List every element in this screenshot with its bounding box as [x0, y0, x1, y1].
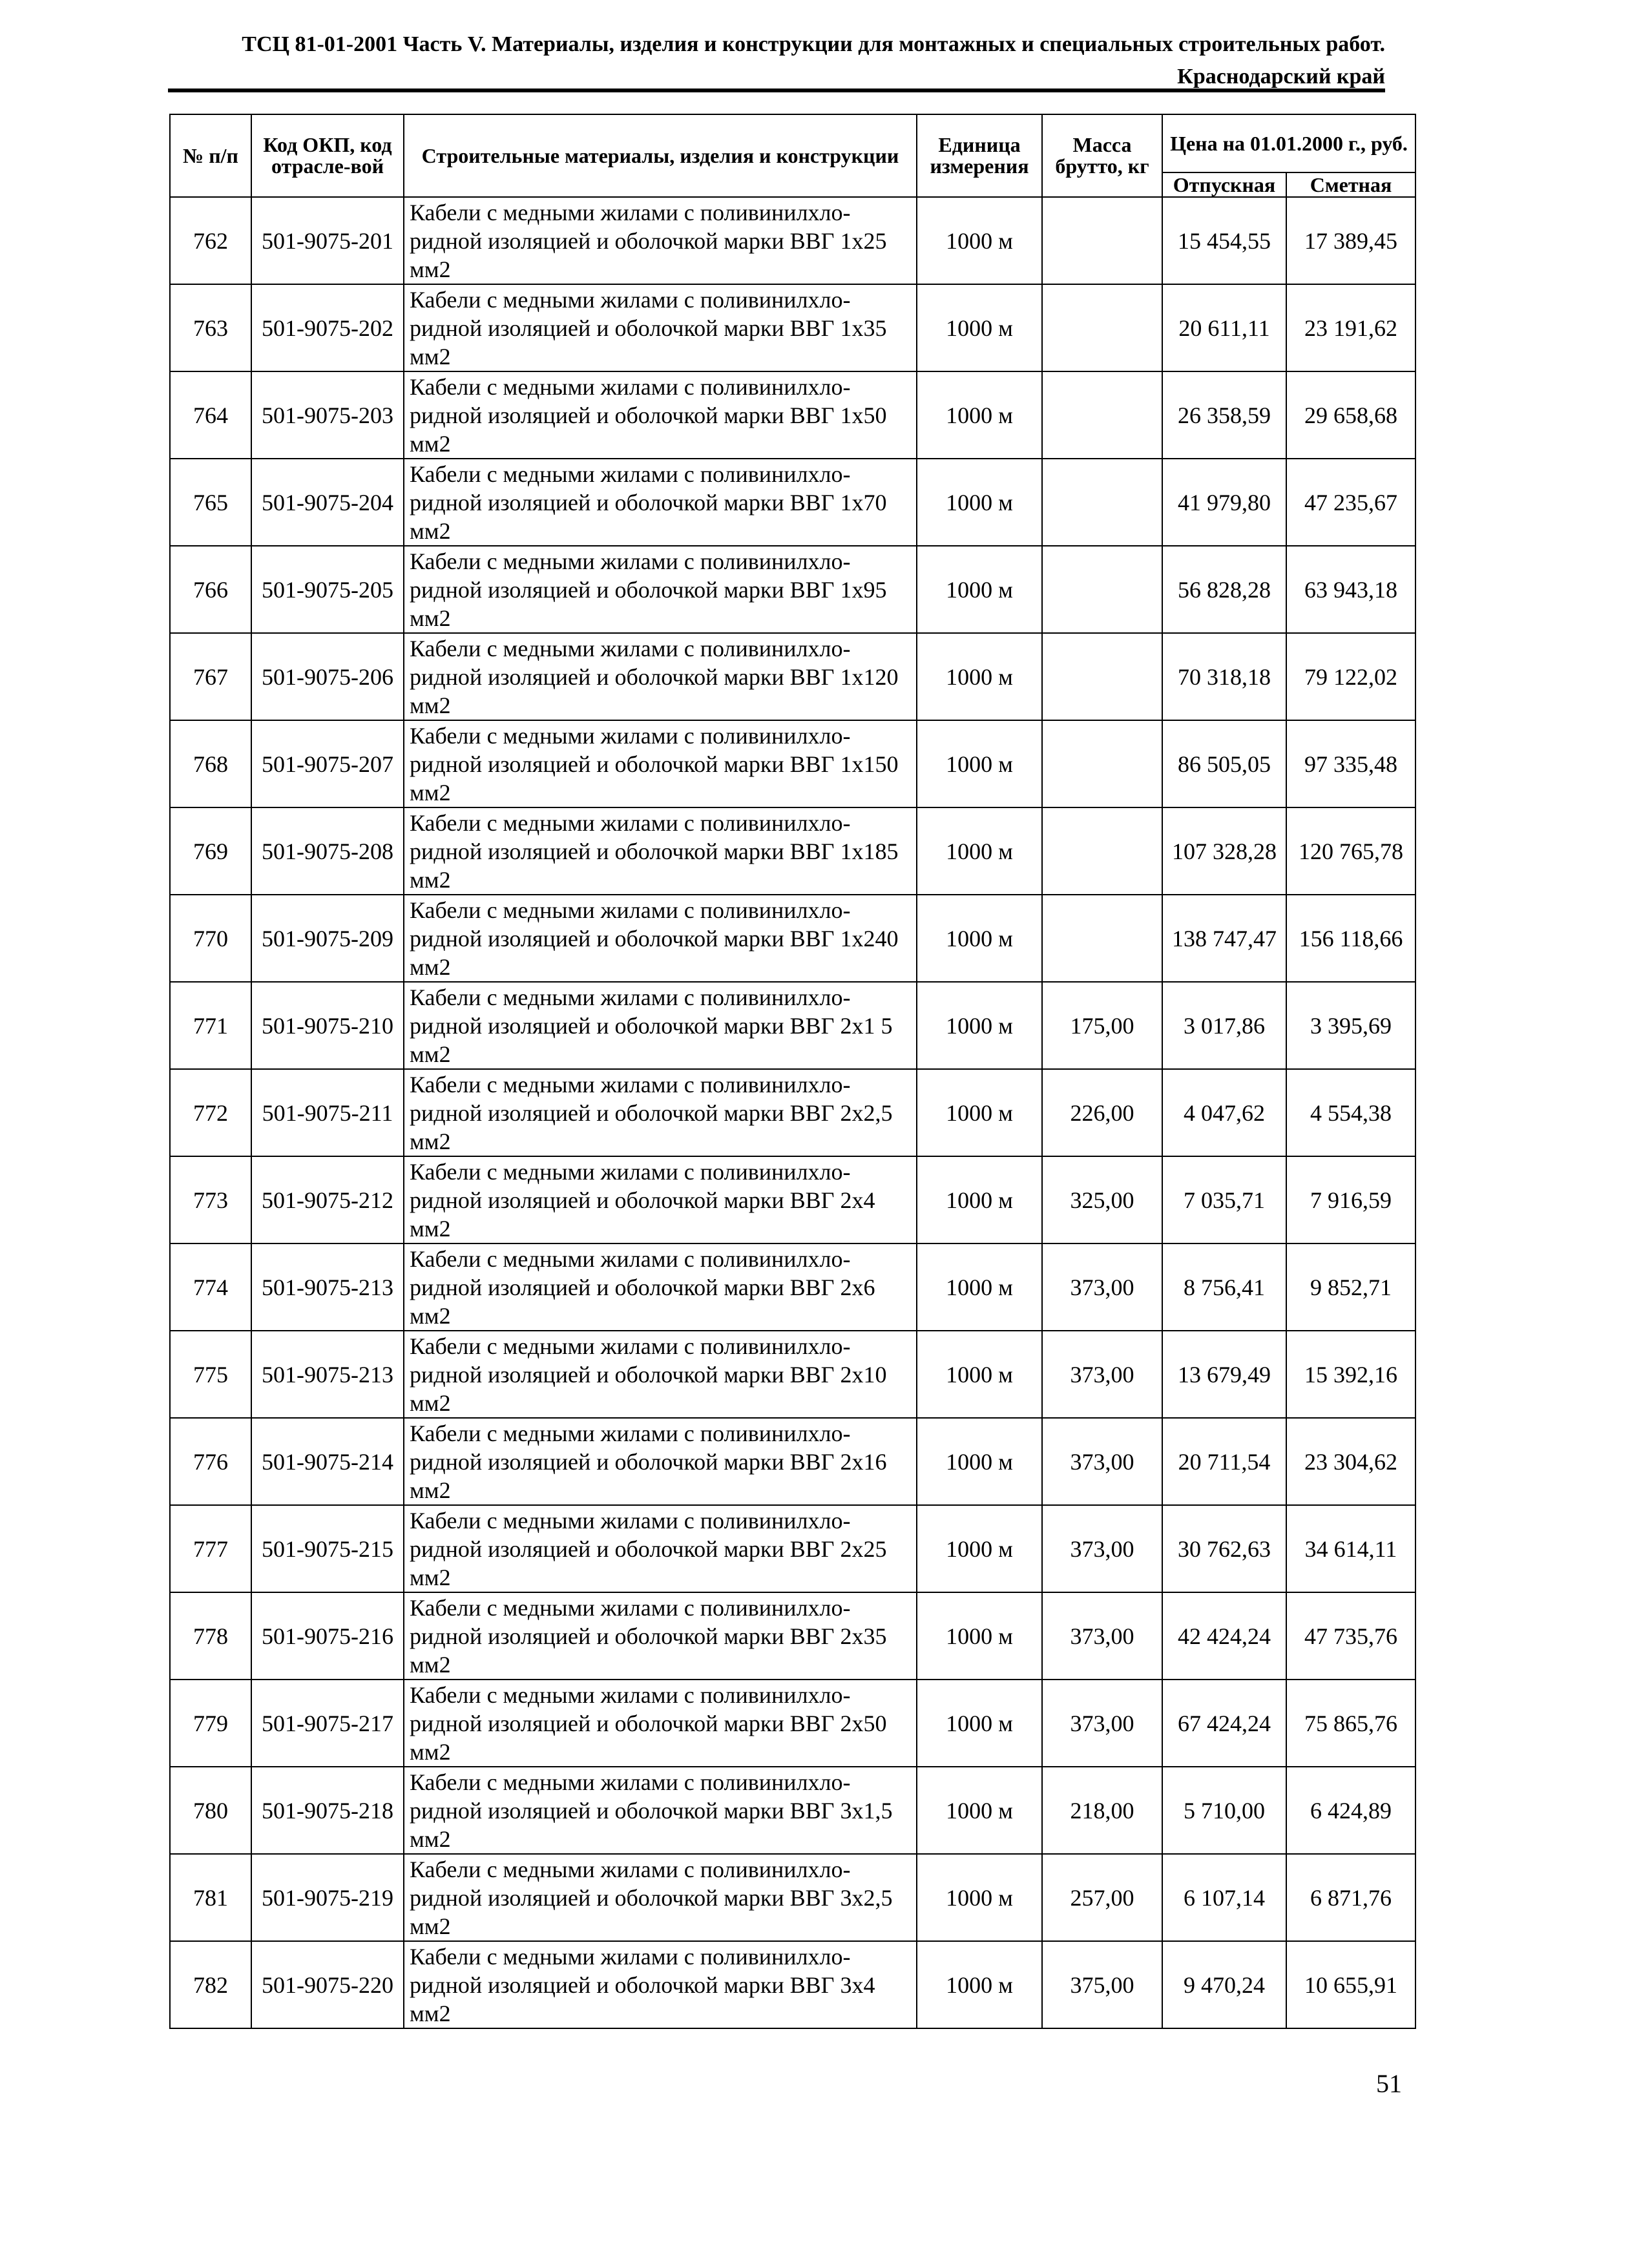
material-description-cell: Кабели с медными жилами с поливинилхло-ридной изоляцией и оболочкой марки ВВГ 2х6 мм2: [404, 1243, 917, 1331]
table-row: [170, 895, 1415, 982]
mass-cell: [1042, 459, 1162, 546]
row-number-cell: 770: [170, 895, 251, 982]
estimate-price-cell: 120 765,78: [1286, 807, 1415, 895]
okp-code-cell: 501-9075-213: [251, 1331, 404, 1418]
row-number-cell: 774: [170, 1243, 251, 1331]
estimate-price-cell: 97 335,48: [1286, 720, 1415, 807]
mass-cell: [1042, 807, 1162, 895]
unit-cell: 1000 м: [917, 1941, 1042, 2028]
table-row: [170, 982, 1415, 1069]
table-row: [170, 1505, 1415, 1592]
row-number-cell: 771: [170, 982, 251, 1069]
release-price-cell: 41 979,80: [1162, 459, 1286, 546]
mass-cell: [1042, 284, 1162, 371]
table-row: [170, 720, 1415, 807]
row-number-cell: 778: [170, 1592, 251, 1680]
material-description-cell: Кабели с медными жилами с поливинилхло-ридной изоляцией и оболочкой марки ВВГ 1х35 мм2: [404, 284, 917, 371]
estimate-price-cell: 29 658,68: [1286, 371, 1415, 459]
unit-cell: 1000 м: [917, 1767, 1042, 1854]
material-description-cell: Кабели с медными жилами с поливинилхло-ридной изоляцией и оболочкой марки ВВГ 1х150 мм2: [404, 720, 917, 807]
okp-code-cell: 501-9075-211: [251, 1069, 404, 1156]
release-price-cell: 86 505,05: [1162, 720, 1286, 807]
mass-cell: 373,00: [1042, 1243, 1162, 1331]
okp-code-cell: 501-9075-210: [251, 982, 404, 1069]
okp-code-cell: 501-9075-216: [251, 1592, 404, 1680]
unit-cell: 1000 м: [917, 1331, 1042, 1418]
mass-cell: 257,00: [1042, 1854, 1162, 1941]
material-description-cell: Кабели с медными жилами с поливинилхло-ридной изоляцией и оболочкой марки ВВГ 3х2,5 мм2: [404, 1854, 917, 1941]
mass-cell: 325,00: [1042, 1156, 1162, 1243]
row-number-cell: 779: [170, 1680, 251, 1767]
material-description-cell: Кабели с медными жилами с поливинилхло-ридной изоляцией и оболочкой марки ВВГ 2х10 мм2: [404, 1331, 917, 1418]
table-row: [170, 459, 1415, 546]
unit-cell: 1000 м: [917, 197, 1042, 284]
estimate-price-cell: 15 392,16: [1286, 1331, 1415, 1418]
material-description-cell: Кабели с медными жилами с поливинилхло-ридной изоляцией и оболочкой марки ВВГ 1х70 мм2: [404, 459, 917, 546]
row-number-cell: 776: [170, 1418, 251, 1505]
okp-code-cell: 501-9075-218: [251, 1767, 404, 1854]
material-description-cell: Кабели с медными жилами с поливинилхло-ридной изоляцией и оболочкой марки ВВГ 1х95 мм2: [404, 546, 917, 633]
mass-cell: 373,00: [1042, 1505, 1162, 1592]
mass-cell: [1042, 633, 1162, 720]
table-row: [170, 633, 1415, 720]
estimate-price-cell: 47 235,67: [1286, 459, 1415, 546]
col-header-material: Строительные материалы, изделия и конструкции: [404, 114, 917, 197]
release-price-cell: 6 107,14: [1162, 1854, 1286, 1941]
mass-cell: 175,00: [1042, 982, 1162, 1069]
release-price-cell: 138 747,47: [1162, 895, 1286, 982]
release-price-cell: 4 047,62: [1162, 1069, 1286, 1156]
unit-cell: 1000 м: [917, 720, 1042, 807]
material-description-cell: Кабели с медными жилами с поливинилхло-ридной изоляцией и оболочкой марки ВВГ 2х16 мм2: [404, 1418, 917, 1505]
table-row: [170, 1331, 1415, 1418]
release-price-cell: 67 424,24: [1162, 1680, 1286, 1767]
row-number-cell: 768: [170, 720, 251, 807]
table-row: [170, 1592, 1415, 1680]
release-price-cell: 8 756,41: [1162, 1243, 1286, 1331]
release-price-cell: 107 328,28: [1162, 807, 1286, 895]
table-row: [170, 1069, 1415, 1156]
row-number-cell: 765: [170, 459, 251, 546]
unit-cell: 1000 м: [917, 284, 1042, 371]
okp-code-cell: 501-9075-209: [251, 895, 404, 982]
okp-code-cell: 501-9075-217: [251, 1680, 404, 1767]
release-price-cell: 20 611,11: [1162, 284, 1286, 371]
table-row: [170, 197, 1415, 284]
header-divider: [168, 88, 1385, 92]
row-number-cell: 782: [170, 1941, 251, 2028]
release-price-cell: 7 035,71: [1162, 1156, 1286, 1243]
material-description-cell: Кабели с медными жилами с поливинилхло-ридной изоляцией и оболочкой марки ВВГ 2х1 5 мм2: [404, 982, 917, 1069]
row-number-cell: 762: [170, 197, 251, 284]
okp-code-cell: 501-9075-206: [251, 633, 404, 720]
page-number: 51: [1376, 2069, 1402, 2098]
mass-cell: [1042, 371, 1162, 459]
row-number-cell: 773: [170, 1156, 251, 1243]
okp-code-cell: 501-9075-220: [251, 1941, 404, 2028]
okp-code-cell: 501-9075-219: [251, 1854, 404, 1941]
unit-cell: 1000 м: [917, 1680, 1042, 1767]
unit-cell: 1000 м: [917, 546, 1042, 633]
okp-code-cell: 501-9075-204: [251, 459, 404, 546]
release-price-cell: 5 710,00: [1162, 1767, 1286, 1854]
row-number-cell: 775: [170, 1331, 251, 1418]
row-number-cell: 769: [170, 807, 251, 895]
estimate-price-cell: 10 655,91: [1286, 1941, 1415, 2028]
col-header-estimate-price: Сметная: [1286, 172, 1415, 197]
mass-cell: [1042, 720, 1162, 807]
release-price-cell: 9 470,24: [1162, 1941, 1286, 2028]
col-header-num: № п/п: [170, 114, 251, 197]
unit-cell: 1000 м: [917, 1854, 1042, 1941]
estimate-price-cell: 6 424,89: [1286, 1767, 1415, 1854]
row-number-cell: 767: [170, 633, 251, 720]
okp-code-cell: 501-9075-213: [251, 1243, 404, 1331]
okp-code-cell: 501-9075-212: [251, 1156, 404, 1243]
material-description-cell: Кабели с медными жилами с поливинилхло-ридной изоляцией и оболочкой марки ВВГ 3х1,5 мм2: [404, 1767, 917, 1854]
col-header-price: Цена на 01.01.2000 г., руб.: [1162, 114, 1415, 172]
table-row: [170, 371, 1415, 459]
estimate-price-cell: 23 304,62: [1286, 1418, 1415, 1505]
estimate-price-cell: 7 916,59: [1286, 1156, 1415, 1243]
material-description-cell: Кабели с медными жилами с поливинилхло-ридной изоляцией и оболочкой марки ВВГ 2х35 мм2: [404, 1592, 917, 1680]
okp-code-cell: 501-9075-208: [251, 807, 404, 895]
okp-code-cell: 501-9075-202: [251, 284, 404, 371]
estimate-price-cell: 63 943,18: [1286, 546, 1415, 633]
release-price-cell: 56 828,28: [1162, 546, 1286, 633]
material-description-cell: Кабели с медными жилами с поливинилхло-ридной изоляцией и оболочкой марки ВВГ 1х185 мм2: [404, 807, 917, 895]
header-title: ТСЦ 81-01-2001 Часть V. Материалы, изделия и конструкции для монтажных и специальных строительных работ.: [242, 32, 1385, 56]
unit-cell: 1000 м: [917, 1418, 1042, 1505]
estimate-price-cell: 17 389,45: [1286, 197, 1415, 284]
material-description-cell: Кабели с медными жилами с поливинилхло-ридной изоляцией и оболочкой марки ВВГ 1х50 мм2: [404, 371, 917, 459]
release-price-cell: 42 424,24: [1162, 1592, 1286, 1680]
mass-cell: 226,00: [1042, 1069, 1162, 1156]
okp-code-cell: 501-9075-215: [251, 1505, 404, 1592]
release-price-cell: 26 358,59: [1162, 371, 1286, 459]
estimate-price-cell: 6 871,76: [1286, 1854, 1415, 1941]
unit-cell: 1000 м: [917, 1505, 1042, 1592]
table-row: [170, 1418, 1415, 1505]
table-body: [170, 197, 1415, 2028]
unit-cell: 1000 м: [917, 895, 1042, 982]
mass-cell: [1042, 546, 1162, 633]
material-description-cell: Кабели с медными жилами с поливинилхло-ридной изоляцией и оболочкой марки ВВГ 3х4 мм2: [404, 1941, 917, 2028]
table-row: [170, 1767, 1415, 1854]
mass-cell: [1042, 197, 1162, 284]
row-number-cell: 766: [170, 546, 251, 633]
table-row: [170, 1156, 1415, 1243]
material-description-cell: Кабели с медными жилами с поливинилхло-ридной изоляцией и оболочкой марки ВВГ 2х25 мм2: [404, 1505, 917, 1592]
okp-code-cell: 501-9075-205: [251, 546, 404, 633]
row-number-cell: 777: [170, 1505, 251, 1592]
estimate-price-cell: 4 554,38: [1286, 1069, 1415, 1156]
estimate-price-cell: 156 118,66: [1286, 895, 1415, 982]
estimate-price-cell: 47 735,76: [1286, 1592, 1415, 1680]
mass-cell: 218,00: [1042, 1767, 1162, 1854]
row-number-cell: 781: [170, 1854, 251, 1941]
estimate-price-cell: 9 852,71: [1286, 1243, 1415, 1331]
material-description-cell: Кабели с медными жилами с поливинилхло-ридной изоляцией и оболочкой марки ВВГ 2х4 мм2: [404, 1156, 917, 1243]
estimate-price-cell: 79 122,02: [1286, 633, 1415, 720]
mass-cell: 373,00: [1042, 1680, 1162, 1767]
release-price-cell: 15 454,55: [1162, 197, 1286, 284]
release-price-cell: 30 762,63: [1162, 1505, 1286, 1592]
estimate-price-cell: 23 191,62: [1286, 284, 1415, 371]
okp-code-cell: 501-9075-214: [251, 1418, 404, 1505]
unit-cell: 1000 м: [917, 1156, 1042, 1243]
unit-cell: 1000 м: [917, 982, 1042, 1069]
material-description-cell: Кабели с медными жилами с поливинилхло-ридной изоляцией и оболочкой марки ВВГ 1х120 мм2: [404, 633, 917, 720]
material-description-cell: Кабели с медными жилами с поливинилхло-ридной изоляцией и оболочкой марки ВВГ 1х240 мм2: [404, 895, 917, 982]
unit-cell: 1000 м: [917, 1069, 1042, 1156]
document-header: [168, 28, 1385, 93]
col-header-release-price: Отпускная: [1162, 172, 1286, 197]
unit-cell: 1000 м: [917, 633, 1042, 720]
mass-cell: 373,00: [1042, 1418, 1162, 1505]
mass-cell: 373,00: [1042, 1592, 1162, 1680]
material-description-cell: Кабели с медными жилами с поливинилхло-ридной изоляцией и оболочкой марки ВВГ 2х50 мм2: [404, 1680, 917, 1767]
unit-cell: 1000 м: [917, 1243, 1042, 1331]
table-row: [170, 1243, 1415, 1331]
mass-cell: 375,00: [1042, 1941, 1162, 2028]
material-description-cell: Кабели с медными жилами с поливинилхло-ридной изоляцией и оболочкой марки ВВГ 1х25 мм2: [404, 197, 917, 284]
col-header-unit: Единица измерения: [917, 114, 1042, 197]
unit-cell: 1000 м: [917, 371, 1042, 459]
unit-cell: 1000 м: [917, 1592, 1042, 1680]
row-number-cell: 772: [170, 1069, 251, 1156]
table-row: [170, 1941, 1415, 2028]
col-header-code: Код ОКП, код отрасле-вой: [251, 114, 404, 197]
release-price-cell: 20 711,54: [1162, 1418, 1286, 1505]
estimate-price-cell: 3 395,69: [1286, 982, 1415, 1069]
material-description-cell: Кабели с медными жилами с поливинилхло-ридной изоляцией и оболочкой марки ВВГ 2х2,5 мм2: [404, 1069, 917, 1156]
table-row: [170, 1854, 1415, 1941]
release-price-cell: 3 017,86: [1162, 982, 1286, 1069]
materials-price-table: [169, 114, 1416, 2029]
mass-cell: [1042, 895, 1162, 982]
header-region: Краснодарский край: [1177, 65, 1385, 88]
col-header-mass: Масса брутто, кг: [1042, 114, 1162, 197]
okp-code-cell: 501-9075-207: [251, 720, 404, 807]
unit-cell: 1000 м: [917, 807, 1042, 895]
mass-cell: 373,00: [1042, 1331, 1162, 1418]
row-number-cell: 764: [170, 371, 251, 459]
table-row: [170, 546, 1415, 633]
row-number-cell: 780: [170, 1767, 251, 1854]
estimate-price-cell: 75 865,76: [1286, 1680, 1415, 1767]
okp-code-cell: 501-9075-201: [251, 197, 404, 284]
row-number-cell: 763: [170, 284, 251, 371]
release-price-cell: 13 679,49: [1162, 1331, 1286, 1418]
okp-code-cell: 501-9075-203: [251, 371, 404, 459]
estimate-price-cell: 34 614,11: [1286, 1505, 1415, 1592]
unit-cell: 1000 м: [917, 459, 1042, 546]
table-row: [170, 284, 1415, 371]
table-row: [170, 1680, 1415, 1767]
release-price-cell: 70 318,18: [1162, 633, 1286, 720]
table-row: [170, 807, 1415, 895]
